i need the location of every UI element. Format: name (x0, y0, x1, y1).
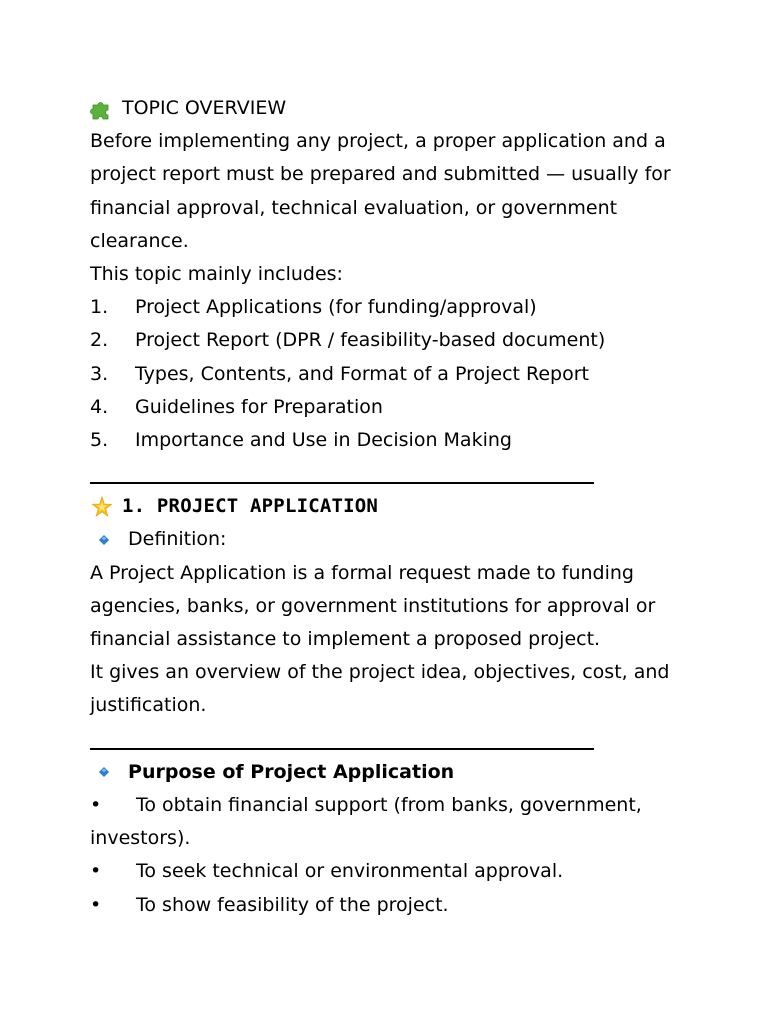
list-item-text: Importance and Use in Decision Making (135, 428, 512, 451)
list-item-text: Guidelines for Preparation (135, 395, 383, 418)
definition-line-2: agencies, banks, or government institutions for approval or (90, 594, 656, 617)
overview-intro-line-2: project report must be prepared and submitted — usually for (90, 163, 671, 186)
list-item-text: Types, Contents, and Format of a Project Report (135, 362, 590, 385)
small-blue-diamond-icon (99, 535, 109, 545)
definition-line-3: financial assistance to implement a proposed project. (90, 628, 601, 650)
horizontal-rule (90, 457, 730, 490)
horizontal-rule (90, 723, 730, 756)
list-item (90, 358, 730, 391)
list-item (90, 391, 730, 424)
bullet-mark: • (90, 893, 102, 916)
bullet-text: To show feasibility of the project. (136, 893, 449, 916)
definition-line-5: justification. (90, 694, 207, 717)
list-item (90, 424, 730, 457)
bullet-text: To obtain financial support (from banks, government, (136, 793, 642, 816)
bullet-mark: • (90, 793, 102, 816)
document-page (90, 92, 730, 922)
section1-title: 1. PROJECT APPLICATION (122, 495, 379, 518)
list-item-text: Project Report (DPR / feasibility-based document) (135, 329, 606, 352)
overview-intro-line-1: Before implementing any project, a proper application and a (90, 130, 666, 153)
definition-label: Definition: (128, 528, 227, 551)
bullet-item (90, 855, 730, 888)
list-item (90, 291, 730, 324)
bullet-item (90, 889, 730, 922)
list-item-number: 5. (90, 428, 109, 451)
list-item (90, 324, 730, 357)
definition-label-line (90, 523, 730, 556)
overview-title: TOPIC OVERVIEW (122, 97, 287, 119)
purpose-heading (90, 756, 730, 789)
purpose-title: Purpose of Project Application (128, 760, 455, 783)
section1-heading (90, 490, 730, 523)
bullet-text: To seek technical or environmental approval. (136, 860, 564, 883)
definition-line-4: It gives an overview of the project idea, objectives, cost, and (90, 661, 670, 684)
overview-intro-line-3: financial approval, technical evaluation, or government (90, 196, 618, 219)
small-blue-diamond-icon (99, 767, 109, 777)
list-item-number: 2. (90, 329, 109, 352)
bullet-item (90, 789, 730, 822)
overview-heading (90, 92, 730, 125)
definition-line-1: A Project Application is a formal request made to funding (90, 561, 634, 584)
overview-intro-line-4: clearance. (90, 229, 189, 252)
list-item-number: 3. (90, 362, 109, 385)
glowing-star-icon (90, 495, 114, 519)
list-item-number: 4. (90, 395, 109, 418)
bullet-continuation: investors). (90, 827, 191, 850)
list-item-text: Project Applications (for funding/approval) (135, 296, 537, 319)
bullet-mark: • (90, 860, 102, 883)
list-item-number: 1. (90, 296, 109, 319)
puzzle-piece-icon (90, 97, 114, 121)
includes-label: This topic mainly includes: (90, 262, 343, 285)
